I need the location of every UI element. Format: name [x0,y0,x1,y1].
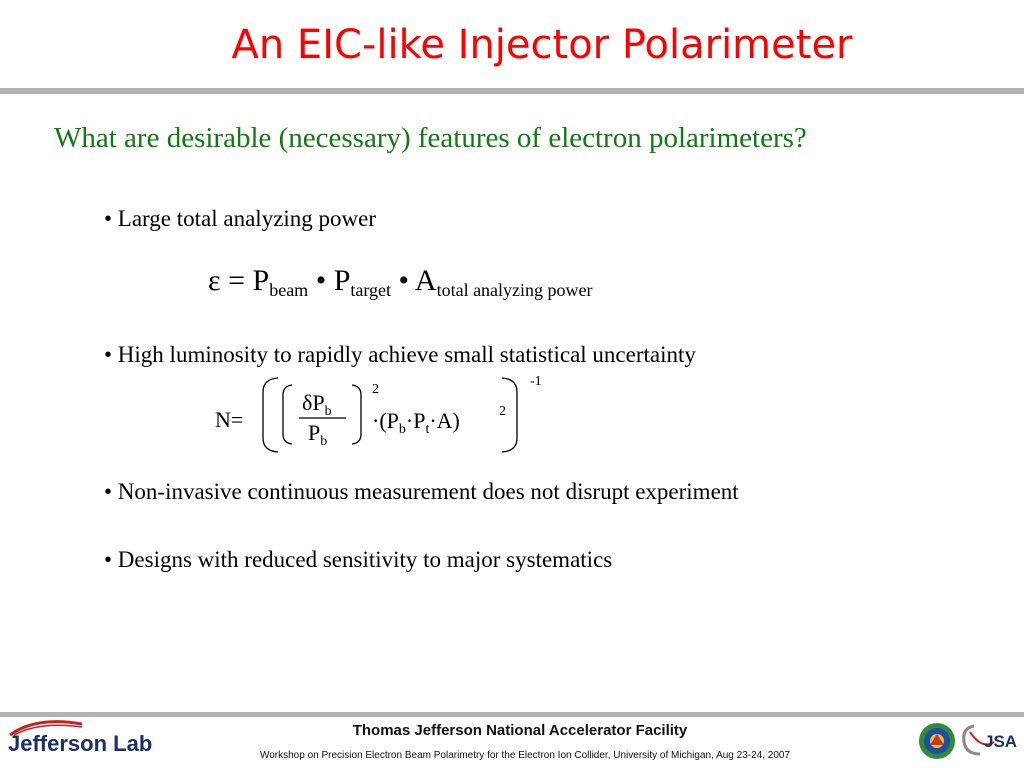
eq2-lhs: N= [215,407,244,432]
bullet-non-invasive: • Non-invasive continuous measurement does not disrupt experiment [104,479,739,504]
eq1-p-target: P [333,264,351,297]
slide-title: An EIC-like Injector Polarimeter [231,22,853,68]
inner-right-bracket [352,385,361,444]
bullet-analyzing-power: • Large total analyzing power [104,206,377,231]
eq1-sub-total: total analyzing power [436,280,593,300]
eq1-dot-1: • [308,264,334,297]
eq2-product: $\cdot(P_b\cdot P_t\cdot A)$ [372,408,460,437]
eq1-a: A [414,264,437,297]
eq2-numerator: $\delta P_b$ [302,390,332,419]
footer-divider [0,712,1024,717]
eq1-lhs: ε = P [208,264,270,297]
eq1-sub-target: target [350,280,392,300]
svg-text:JSA: JSA [984,732,1018,751]
bullet-systematics: • Designs with reduced sensitivity to major systematics [104,547,613,572]
jefferson-lab-logo: Jefferson Lab [8,731,153,756]
outer-left-bracket [263,378,278,452]
eq1-dot-2: • [391,264,415,297]
slide-subtitle: What are desirable (necessary) features of electron polarimeters? [54,122,807,154]
eq2-product-exponent: 2 [499,404,506,419]
doe-seal-icon [918,722,956,760]
eq1-sub-beam: beam [269,280,309,300]
eq2-inner-exponent: 2 [372,382,379,397]
inner-left-bracket [283,385,292,444]
bullet-luminosity: • High luminosity to rapidly achieve small statistical uncertainty [104,342,696,367]
footer-workshop: Workshop on Precision Electron Beam Polarimetry for the Electron Ion Collider, University of Michigan, Aug 23-24, 2007 [259,750,791,761]
eq2-outer-exponent: -1 [530,374,542,389]
footer-organization: Thomas Jefferson National Accelerator Facility [352,722,688,739]
eq2-denominator: $P_b$ [308,420,328,449]
jsa-logo-icon [960,720,1022,760]
